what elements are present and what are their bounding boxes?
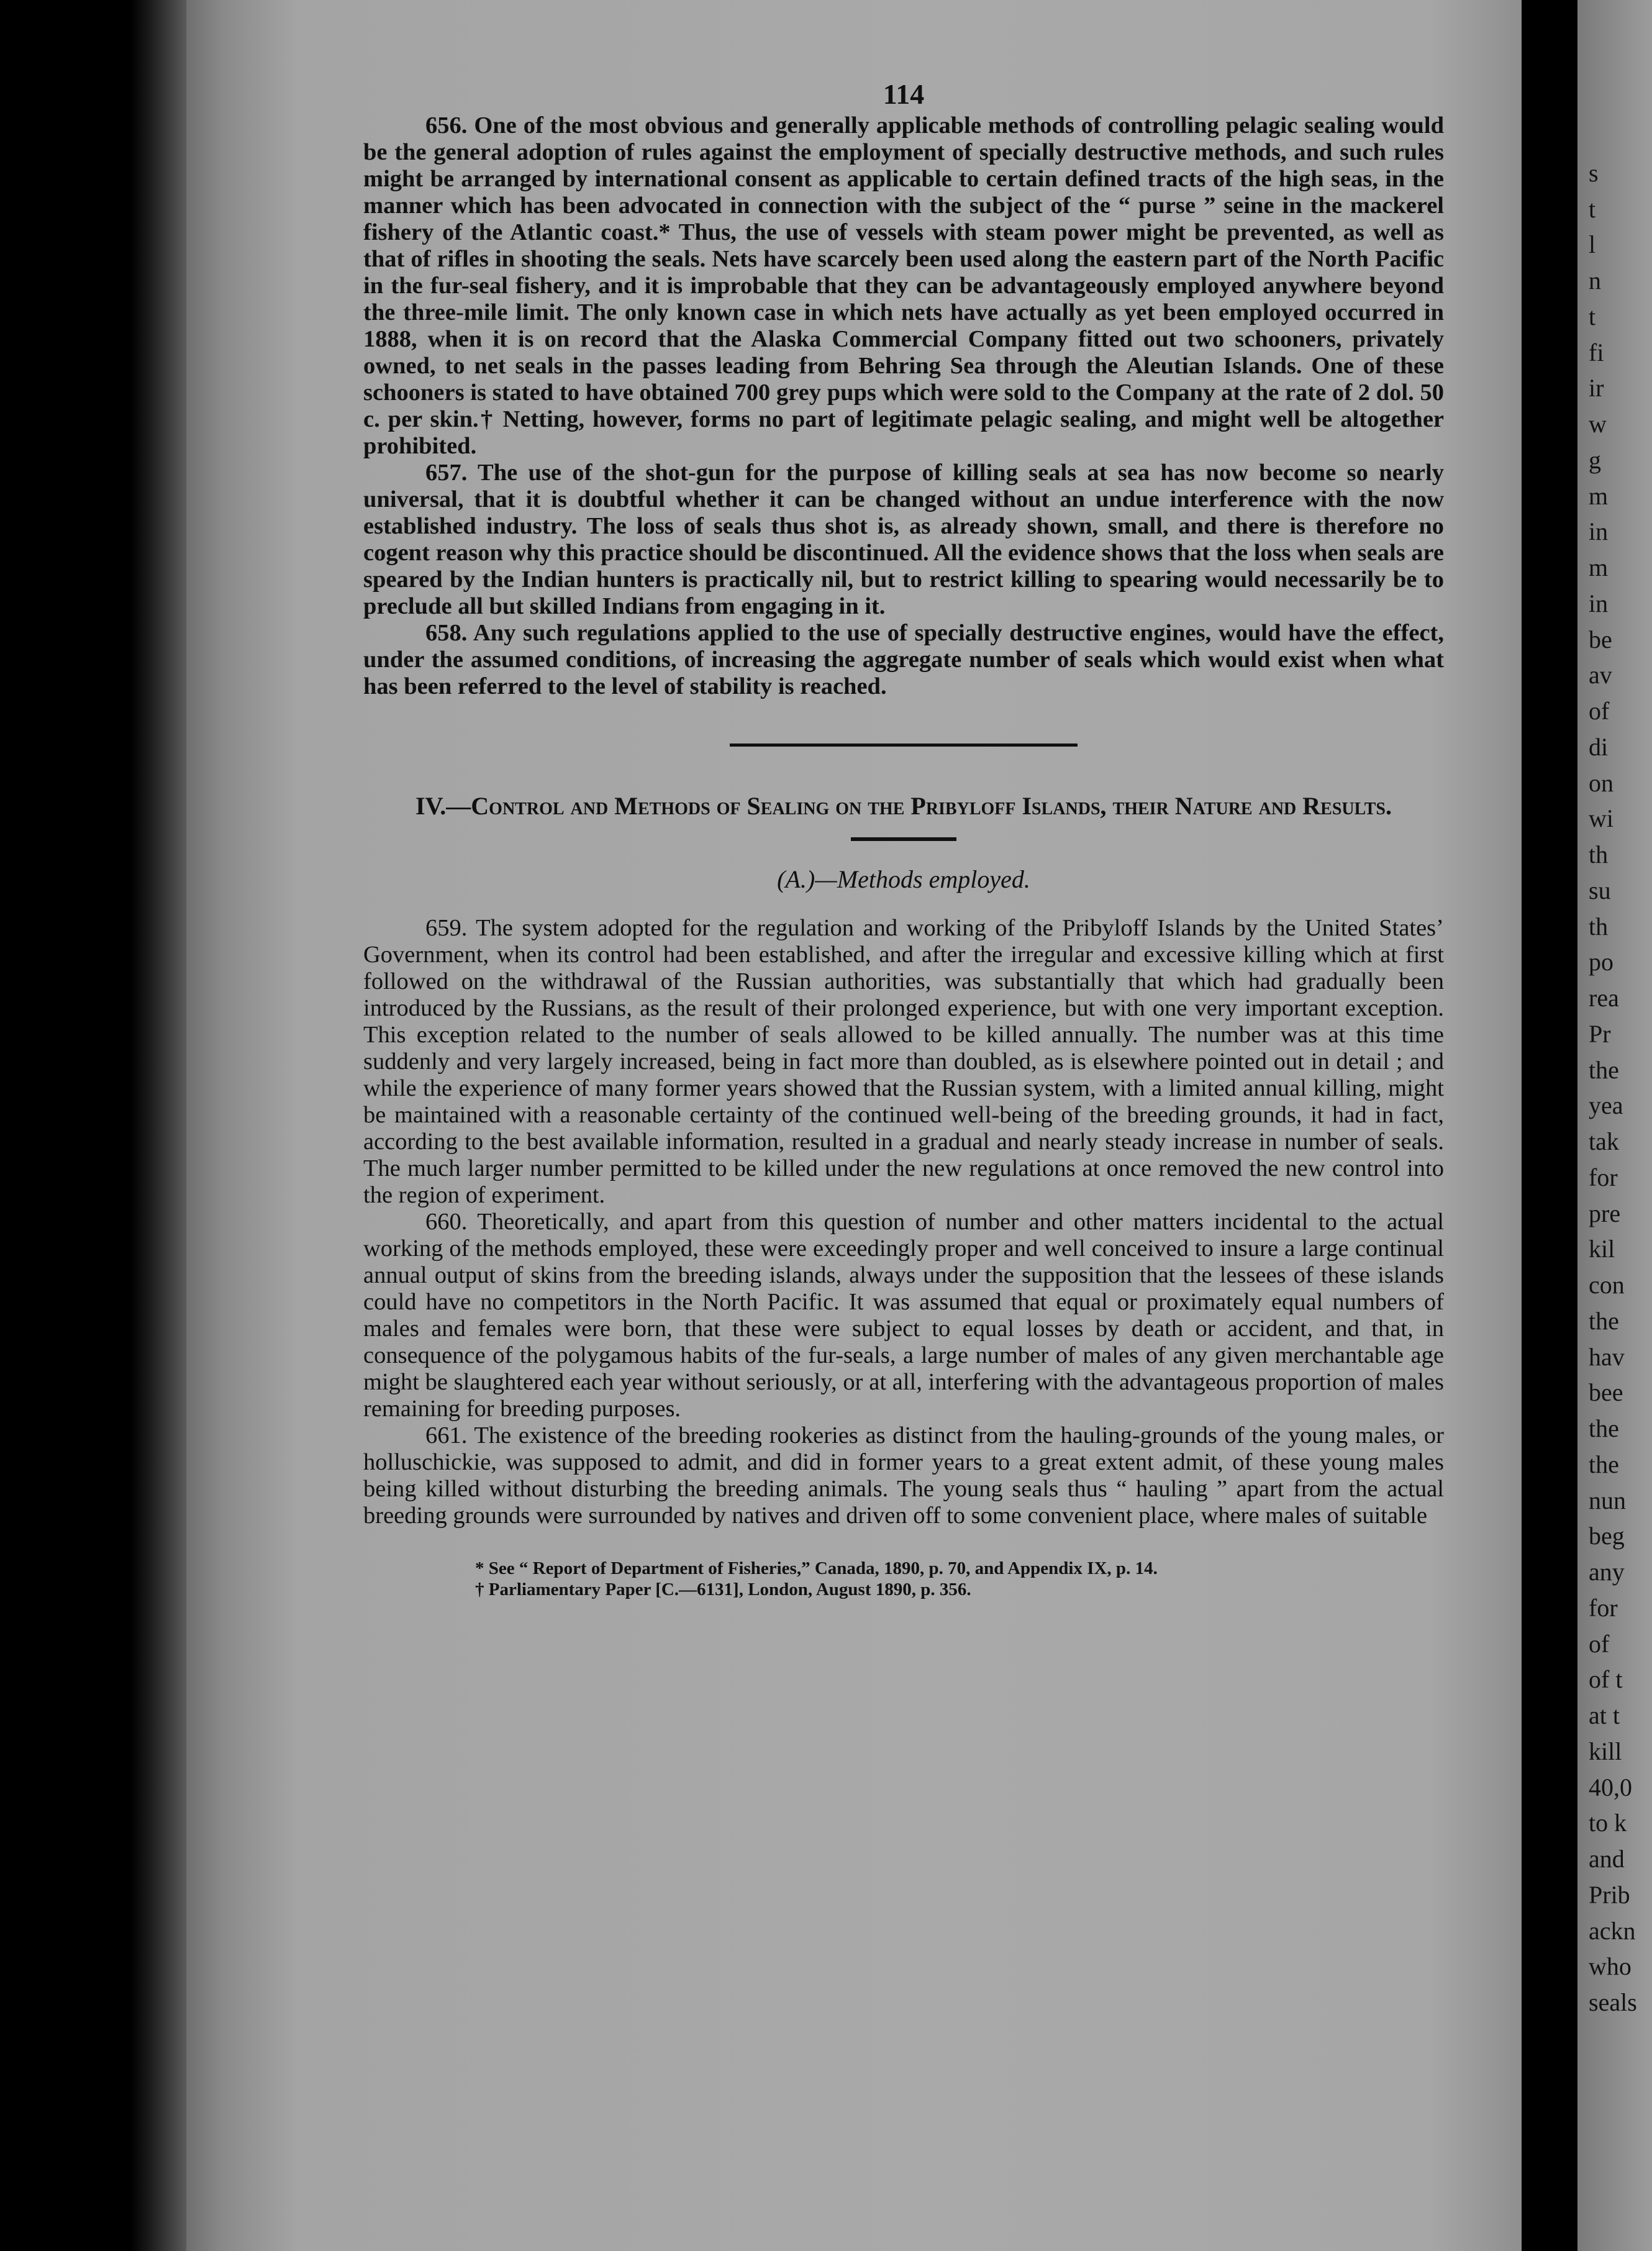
paragraph-text: Theoretically, and apart from this question of number and other matters incidental to the actual working of the methods employed, these were exceedingly proper and well conceived to insure a large continual annual output of skins from the breeding islands, always under the supposition that the lessees of these islands could have no competitors in the North Pacific. It was assumed that equal or proximately equal numbers of males and females were born, that these were subject to equal losses by death or accident, and that, in consequence of the polygamous habits of the fur-seals, a large number of males of any given merchantable age might be slaughtered each year without seriously, or at all, interfering with the advantageous proportion of males remaining for breeding purposes. <box>363 1209 1444 1422</box>
adjacent-page-fragment: su <box>1589 876 1611 904</box>
adjacent-page-fragment: the <box>1589 1450 1619 1478</box>
adjacent-page-fragment: th <box>1589 912 1609 940</box>
adjacent-page-fragment: t <box>1589 195 1596 223</box>
book-gutter <box>1522 0 1577 2251</box>
adjacent-page-fragment: Prib <box>1589 1881 1630 1909</box>
paragraph-number: 658. <box>425 620 468 646</box>
paragraphs-bottom <box>363 915 1444 1529</box>
adjacent-page-fragment: in <box>1589 517 1609 545</box>
adjacent-page-fragment: to k <box>1589 1809 1627 1837</box>
adjacent-page-fragment: n <box>1589 266 1601 294</box>
adjacent-page-fragment: who <box>1589 1952 1632 1980</box>
adjacent-page-fragment: on <box>1589 769 1613 797</box>
adjacent-page-fragment: con <box>1589 1271 1625 1299</box>
adjacent-page-fragment: s <box>1589 159 1599 187</box>
adjacent-page-fragment: of t <box>1589 1665 1623 1693</box>
heading-underline <box>851 837 956 841</box>
paragraph-number: 657. <box>425 460 468 486</box>
adjacent-page-fragment: t <box>1589 302 1596 330</box>
adjacent-page-fragment: kill <box>1589 1737 1622 1765</box>
footnote-1: * See “ Report of Department of Fisheries,” Canada, 1890, p. 70, and Appendix IX, p. 14. <box>475 1558 1158 1578</box>
paragraph-number: 656. <box>425 112 468 139</box>
adjacent-page-fragment: w <box>1589 410 1607 438</box>
adjacent-page-fragment: tak <box>1589 1127 1619 1155</box>
adjacent-page-fragment: at t <box>1589 1701 1620 1729</box>
paragraph-660 <box>363 1209 1444 1422</box>
footnote-2: † Parliamentary Paper [C.—6131], London, August 1890, p. 356. <box>475 1580 971 1599</box>
adjacent-page-fragment: any <box>1589 1558 1625 1586</box>
paragraph-658 <box>363 620 1444 700</box>
adjacent-page-fragment: kil <box>1589 1235 1615 1263</box>
adjacent-page-fragment: of <box>1589 697 1610 725</box>
adjacent-page-fragment: l <box>1589 230 1596 258</box>
adjacent-page-fragment: yea <box>1589 1091 1623 1119</box>
adjacent-page-fragment: be <box>1589 625 1612 653</box>
adjacent-page-fragment: fi <box>1589 339 1604 366</box>
paragraph-661 <box>363 1422 1444 1529</box>
adjacent-page-fragments <box>1577 0 1652 2251</box>
adjacent-page-edge <box>1577 0 1652 2251</box>
adjacent-page-fragment: m <box>1589 553 1609 581</box>
adjacent-page-fragment: the <box>1589 1414 1619 1442</box>
adjacent-page-fragment: the <box>1589 1056 1619 1084</box>
adjacent-page-fragment: rea <box>1589 984 1619 1012</box>
adjacent-page-fragment: seals <box>1589 1988 1637 2016</box>
adjacent-page-fragment: of <box>1589 1630 1610 1658</box>
adjacent-page-fragment: Pr <box>1589 1020 1611 1048</box>
adjacent-page-fragment: pre <box>1589 1199 1621 1227</box>
adjacent-page-fragment: wi <box>1589 804 1613 832</box>
paragraph-text: The system adopted for the regulation and working of the Pribyloff Islands by the United States’ Government, when its control had been established, and after the irregular and excessive killing which at first followed on the withdrawal of the Russian authorities, was substantially that which had gradually been introduced by the Russians, as the result of their prolonged experience, but with one very important exception. This exception related to the number of seals allowed to be killed annually. The number was at this time suddenly and very largely increased, being in fact more than doubled, as is elsewhere pointed out in detail ; and while the experience of many former years showed that the Russian system, with a limited annual killing, might be maintained with a reasonable certainty of the continued well-being of the breeding grounds, it had in fact, according to the best available information, resulted in a gradual and nearly steady increase in number of seals. The much larger number permitted to be killed under the new regulations at once removed the new control into the region of experiment. <box>363 915 1444 1208</box>
adjacent-page-fragment: nun <box>1589 1486 1626 1514</box>
paragraph-656 <box>363 112 1444 460</box>
adjacent-page-fragment: bee <box>1589 1378 1623 1406</box>
adjacent-page-fragment: ackn <box>1589 1917 1636 1945</box>
paragraph-number: 659. <box>425 915 468 941</box>
paragraph-657 <box>363 460 1444 620</box>
adjacent-page-fragment: and <box>1589 1845 1625 1873</box>
adjacent-page-fragment: ir <box>1589 374 1604 402</box>
subsection-heading: (A.)—Methods employed. <box>777 865 1030 893</box>
adjacent-page-fragment: th <box>1589 840 1609 868</box>
adjacent-page-fragment: hav <box>1589 1343 1625 1371</box>
paragraph-text: The existence of the breeding rookeries as distinct from the hauling-grounds of the young males, or holluschickie, was supposed to admit, and did in former years to a great extent admit, of these young males being killed without disturbing the breeding animals. The young seals thus “ hauling ” apart from the actual breeding grounds were surrounded by natives and driven off to some convenient place, where males of suitable <box>363 1422 1445 1529</box>
adjacent-page-fragment: m <box>1589 482 1609 510</box>
adjacent-page-fragment: 40,0 <box>1589 1773 1632 1801</box>
adjacent-page-fragment: av <box>1589 661 1612 689</box>
adjacent-page-fragment: for <box>1589 1594 1618 1622</box>
section-divider <box>730 744 1078 747</box>
paragraph-number: 660. <box>425 1209 468 1235</box>
adjacent-page-fragment: beg <box>1589 1522 1625 1550</box>
adjacent-page-fragment: the <box>1589 1307 1619 1335</box>
adjacent-page-fragment: for <box>1589 1163 1618 1191</box>
paragraph-text: One of the most obvious and generally applicable methods of controlling pelagic sealing would be the general adoption of rules against the employment of specially destructive methods, and such rules might be arranged by international consent as applicable to certain defined tracts of the high seas, in the manner which has been advocated in connection with the subject of the “ purse ” seine in the mackerel fishery of the Atlantic coast.* Thus, the use of vessels with steam power might be prevented, as well as that of rifles in shooting the seals. Nets have scarcely been used along the eastern part of the North Pacific in the fur-seal fishery, and it is improbable that they can be advantageously employed anywhere beyond the three-mile limit. The only known case in which nets have actually as yet been employed occurred in 1888, when it is on record that the Alaska Commercial Company fitted out two schooners, privately owned, to net seals in the passes leading from Behring Sea through the Aleutian Islands. One of these schooners is stated to have obtained 700 grey pups which were sold to the Company at the rate of 2 dol. 50 c. per skin.† Netting, however, forms no part of legitimate pelagic sealing, and might well be altogether prohibited. <box>363 112 1444 459</box>
page-content <box>363 78 1445 1600</box>
paragraphs-top <box>363 112 1444 700</box>
adjacent-page-fragment: po <box>1589 948 1613 976</box>
paragraph-659 <box>363 915 1444 1209</box>
adjacent-page-fragment: in <box>1589 589 1609 617</box>
book-spine-shadow <box>0 0 186 2251</box>
footnotes <box>363 1558 1444 1600</box>
paragraph-number: 661. <box>425 1422 468 1448</box>
adjacent-page-fragment: di <box>1589 733 1609 761</box>
page-number: 114 <box>883 78 925 110</box>
section-heading: IV.—Control and Methods of Sealing on the Pribyloff Islands, their Nature and Results. <box>415 792 1392 820</box>
paragraph-text: Any such regulations applied to the use of specially destructive engines, would have the effect, under the assumed conditions, of increasing the aggregate number of seals which would exist when what has been referred to the level of stability is reached. <box>363 620 1444 699</box>
adjacent-page-fragment: g <box>1589 446 1601 474</box>
paragraph-text: The use of the shot-gun for the purpose of killing seals at sea has now become so nearly universal, that it is doubtful whether it can be changed without an undue interference with the now established industry. The loss of seals thus shot is, as already shown, small, and there is therefore no cogent reason why this practice should be discontinued. All the evidence shows that the loss when seals are speared by the Indian hunters is practically nil, but to restrict killing to spearing would necessarily be to preclude all but skilled Indians from engaging in it. <box>363 460 1444 619</box>
